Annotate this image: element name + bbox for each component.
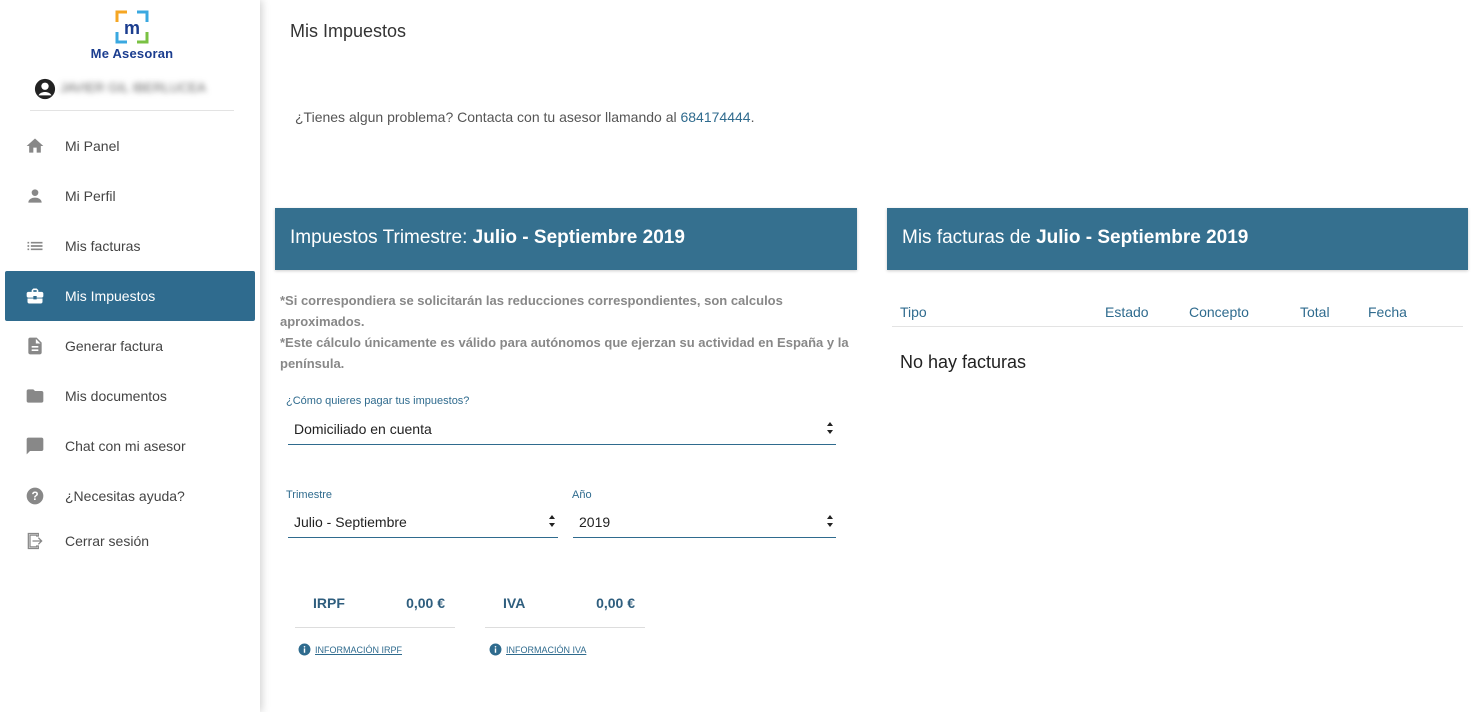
account-circle-icon [34, 78, 56, 100]
logo-mark-icon [115, 10, 149, 44]
sidebar-item-mi-perfil[interactable] [5, 171, 255, 221]
select-arrows-icon [826, 514, 834, 528]
sidebar-item-mi-panel[interactable] [5, 121, 255, 171]
brand-name: Me Asesoran [90, 46, 174, 61]
sidebar-item-mis-impuestos[interactable] [5, 271, 255, 321]
sidebar-item-generar-factura[interactable] [5, 321, 255, 371]
irpf-info-label: INFORMACIÓN IRPF [315, 644, 402, 655]
invoices-panel-header [887, 208, 1468, 270]
main-content [260, 0, 1472, 712]
quarter-select[interactable] [288, 506, 558, 538]
select-arrows-icon [826, 421, 834, 435]
iva-summary [485, 585, 645, 628]
irpf-name: IRPF [313, 595, 345, 611]
irpf-value: 0,00 € [406, 595, 445, 611]
sidebar-nav [5, 121, 255, 561]
iva-value: 0,00 € [596, 595, 635, 611]
divider [30, 110, 234, 111]
payment-method-value: Domiciliado en cuenta [294, 421, 432, 437]
briefcase-icon [24, 286, 46, 306]
sidebar-item-cerrar-sesion[interactable] [5, 521, 255, 561]
svg-text:?: ? [31, 490, 39, 504]
taxes-panel-header [275, 208, 857, 270]
irpf-info-link[interactable] [298, 643, 402, 656]
quarter-value: Julio - Septiembre [294, 514, 407, 530]
select-arrows-icon [548, 514, 556, 528]
taxes-title-period: Julio - Septiembre 2019 [472, 227, 685, 248]
sidebar-item-label: Cerrar sesión [65, 533, 150, 549]
document-icon [24, 336, 46, 356]
sidebar-item-label: Mis Impuestos [65, 288, 156, 304]
person-icon [24, 186, 46, 206]
payment-method-select[interactable] [288, 413, 836, 445]
invoices-table-header [892, 304, 1463, 327]
column-header-concepto[interactable]: Concepto [1189, 304, 1249, 320]
sidebar-item-label: Mis documentos [65, 388, 167, 404]
irpf-summary [295, 585, 455, 628]
sidebar-item-label: Mis facturas [65, 238, 141, 254]
sidebar-item-label: Mi Perfil [65, 188, 116, 204]
chat-icon [24, 436, 46, 456]
column-header-tipo[interactable]: Tipo [900, 304, 927, 320]
advisor-phone-link[interactable]: 684174444 [680, 109, 751, 125]
user-info[interactable] [34, 78, 234, 100]
help-message [295, 109, 754, 125]
sidebar-item-label: Mi Panel [65, 138, 120, 154]
column-header-estado[interactable]: Estado [1105, 304, 1149, 320]
sidebar [0, 0, 260, 712]
sidebar-item-mis-documentos[interactable] [5, 371, 255, 421]
year-value: 2019 [579, 514, 611, 530]
help-text-end: . [750, 109, 755, 125]
taxes-title-prefix: Impuestos Trimestre: [290, 227, 473, 248]
column-header-total[interactable]: Total [1300, 304, 1330, 320]
column-header-fecha[interactable]: Fecha [1368, 304, 1407, 320]
iva-name: IVA [503, 595, 526, 611]
page-title: Mis Impuestos [290, 21, 407, 41]
year-label: Año [572, 489, 592, 501]
info-icon [298, 643, 311, 656]
payment-method-label: ¿Cómo quieres pagar tus impuestos? [286, 395, 470, 407]
folder-icon [24, 386, 46, 406]
note-validity: *Este cálculo únicamente es válido para autónomos que ejerzan su actividad en España y la península. [280, 335, 849, 371]
sidebar-item-label: Chat con mi asesor [65, 438, 186, 454]
list-icon [24, 236, 46, 256]
user-name: JAVIER GIL IBERLUCEA [60, 80, 206, 95]
info-icon [489, 643, 502, 656]
logout-icon [24, 531, 46, 551]
note-reductions: *Si correspondiera se solicitarán las reducciones correspondientes, son calculos aproximados. [280, 293, 783, 329]
taxes-notes [280, 290, 850, 374]
logo[interactable] [87, 10, 177, 66]
sidebar-item-label: ¿Necesitas ayuda? [65, 488, 185, 504]
invoices-title-prefix: Mis facturas de [902, 227, 1037, 248]
iva-info-link[interactable] [489, 643, 586, 656]
iva-info-label: INFORMACIÓN IVA [506, 644, 587, 655]
invoices-title-period: Julio - Septiembre 2019 [1036, 227, 1249, 248]
help-icon [24, 486, 46, 506]
sidebar-item-chat[interactable] [5, 421, 255, 471]
empty-invoices-message: No hay facturas [900, 352, 1027, 372]
quarter-label: Trimestre [286, 489, 333, 501]
logo-letter: m [123, 18, 141, 38]
sidebar-item-label: Generar factura [65, 338, 164, 354]
help-text: ¿Tienes algun problema? Contacta con tu asesor llamando al [295, 109, 681, 125]
home-icon [24, 136, 46, 156]
sidebar-item-ayuda[interactable] [5, 471, 255, 521]
sidebar-item-mis-facturas[interactable] [5, 221, 255, 271]
year-select[interactable] [573, 506, 836, 538]
